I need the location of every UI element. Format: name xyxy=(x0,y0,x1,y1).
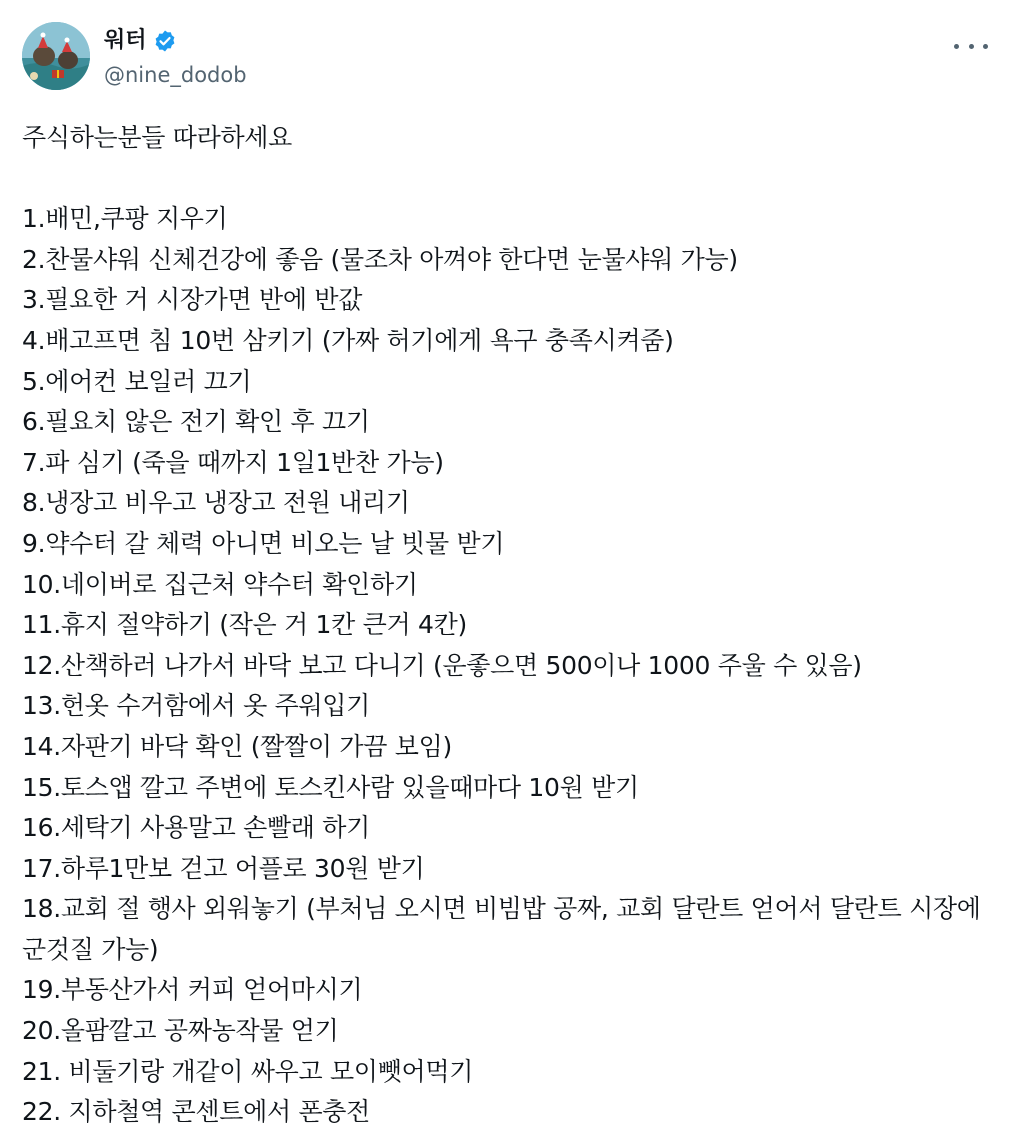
list-item: 11.휴지 절약하기 (작은 거 1칸 큰거 4칸) xyxy=(22,610,467,640)
avatar-image xyxy=(22,22,90,90)
tip-list xyxy=(22,199,997,1133)
list-item: 6.필요치 않은 전기 확인 후 끄기 xyxy=(22,407,370,437)
list-item: 16.세탁기 사용말고 손빨래 하기 xyxy=(22,813,370,843)
more-options-icon[interactable] xyxy=(954,36,988,56)
list-item: 10.네이버로 집근처 약수터 확인하기 xyxy=(22,569,418,599)
user-handle[interactable]: @nine_dodob xyxy=(104,63,247,87)
line-break xyxy=(22,159,997,200)
more-dot xyxy=(983,44,988,49)
list-item: 19.부동산가서 커피 얻어마시기 xyxy=(22,975,363,1005)
avatar[interactable] xyxy=(22,22,90,90)
tweet-text xyxy=(22,118,997,1133)
list-item: 7.파 심기 (죽을 때까지 1일1반찬 가능) xyxy=(22,447,444,477)
list-item: 18.교회 절 행사 외워놓기 (부처님 오시면 비빔밥 공짜, 교회 달란트 얻어서 달란트 시장에 군것질 가능) xyxy=(22,894,989,964)
list-item: 4.배고프면 침 10번 삼키기 (가짜 허기에게 욕구 충족시켜줌) xyxy=(22,325,674,355)
list-item: 12.산책하러 나가서 바닥 보고 다니기 (운좋으면 500이나 1000 주울 수 있음) xyxy=(22,650,862,680)
list-item: 15.토스앱 깔고 주변에 토스킨사람 있을때마다 10원 받기 xyxy=(22,772,639,802)
list-item: 1.배민,쿠팡 지우기 xyxy=(22,204,228,234)
list-item: 17.하루1만보 걷고 어플로 30원 받기 xyxy=(22,853,425,883)
list-item: 2.찬물샤워 신체건강에 좋음 (물조차 아껴야 한다면 눈물샤워 가능) xyxy=(22,244,738,274)
list-item: 22. 지하철역 콘센트에서 폰충전 xyxy=(22,1097,370,1127)
list-item: 20.올팜깔고 공짜농작물 얻기 xyxy=(22,1016,339,1046)
tweet-header xyxy=(22,22,1002,94)
list-item: 14.자판기 바닥 확인 (짤짤이 가끔 보임) xyxy=(22,731,452,761)
list-item: 5.에어컨 보일러 끄기 xyxy=(22,366,252,396)
more-dot xyxy=(969,44,974,49)
more-dot xyxy=(954,44,959,49)
display-name[interactable]: 워터 xyxy=(104,28,147,53)
user-names xyxy=(104,24,247,90)
list-item: 21. 비둘기랑 개같이 싸우고 모이뺏어먹기 xyxy=(22,1056,474,1086)
list-item: 9.약수터 갈 체력 아니면 비오는 날 빗물 받기 xyxy=(22,528,505,558)
list-item: 13.헌옷 수거함에서 옷 주워입기 xyxy=(22,691,370,721)
tweet-intro: 주식하는분들 따라하세요 xyxy=(22,123,292,152)
verified-badge-icon[interactable] xyxy=(153,29,177,53)
list-item: 3.필요한 거 시장가면 반에 반값 xyxy=(22,285,363,315)
display-name-row xyxy=(104,24,247,58)
list-item: 8.냉장고 비우고 냉장고 전원 내리기 xyxy=(22,488,410,518)
